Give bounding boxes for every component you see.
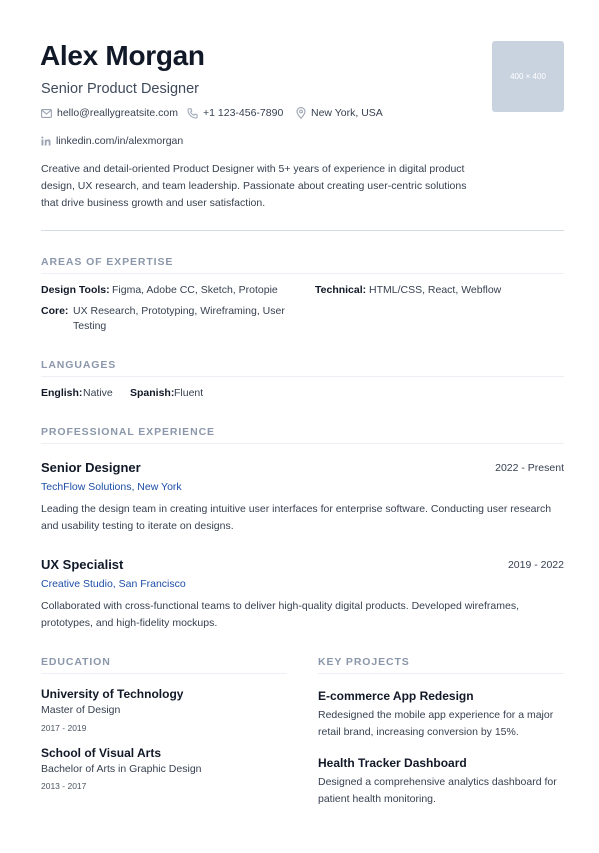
expertise-value-design-tools: Figma, Adobe CC, Sketch, Protopie: [112, 284, 278, 296]
project-description-health-tracker: Designed a comprehensive analytics dashboard for patient health monitoring.: [318, 776, 557, 805]
languages-divider: [41, 376, 564, 377]
contact-phone[interactable]: [187, 107, 283, 119]
education-heading: EDUCATION: [41, 656, 111, 668]
photo-placeholder-label: 400 × 400: [510, 72, 546, 81]
language-value-spanish: Fluent: [174, 387, 204, 399]
photo-placeholder: [492, 41, 564, 112]
phone-text: +1 123-456-7890: [203, 107, 284, 119]
job-title-senior-designer: Senior Designer: [41, 460, 141, 475]
profile-summary: Creative and detail-oriented Product Designer with 5+ years of experience in digital product design, UX research, and team leadership. Passionate about creating user-centric solutions that drive business growth and user satisfaction.: [41, 163, 467, 209]
expertise-label-technical: Technical:: [315, 284, 367, 296]
job-company-techflow: TechFlow Solutions, New York: [41, 481, 182, 493]
project-description-ecommerce: Redesigned the mobile app experience for a major retail brand, increasing conversion by 15%.: [318, 709, 554, 738]
job-dates-ux-specialist: 2019 - 2022: [507, 559, 564, 571]
experience-divider: [41, 443, 564, 444]
edu-degree-master: Master of Design: [41, 704, 121, 716]
expertise-divider: [41, 273, 564, 274]
candidate-name: Alex Morgan: [40, 40, 205, 71]
expertise-value-core-line1: UX Research, Prototyping, Wireframing, User: [73, 305, 285, 317]
location-pin-icon: [296, 107, 306, 119]
job-dates-senior-designer: 2022 - Present: [495, 462, 564, 474]
project-title-health-tracker: Health Tracker Dashboard: [318, 756, 467, 770]
location-text: New York, USA: [311, 107, 383, 119]
job-title-ux-specialist: UX Specialist: [41, 557, 124, 572]
edu-school-visual-arts: School of Visual Arts: [41, 746, 162, 760]
education-divider: [41, 673, 287, 674]
email-text: hello@reallygreatsite.com: [57, 107, 178, 119]
expertise-heading: AREAS OF EXPERTISE: [41, 256, 174, 268]
job-company-creative-studio: Creative Studio, San Francisco: [41, 578, 186, 590]
linkedin-text: linkedin.com/in/alexmorgan: [56, 135, 184, 147]
language-value-english: Native: [83, 387, 113, 399]
contact-linkedin[interactable]: [41, 135, 183, 147]
header-divider: [41, 230, 564, 231]
expertise-value-technical: HTML/CSS, React, Webflow: [369, 284, 502, 296]
languages-heading: LANGUAGES: [41, 359, 117, 371]
linkedin-icon: [41, 136, 51, 146]
expertise-value-core-line2: Testing: [73, 320, 107, 332]
candidate-title: Senior Product Designer: [41, 81, 199, 97]
phone-icon: [187, 108, 198, 119]
edu-years-master: 2017 - 2019: [41, 723, 87, 733]
language-label-english: English:: [41, 387, 83, 399]
language-label-spanish: Spanish:: [130, 387, 175, 399]
edu-degree-bachelor: Bachelor of Arts in Graphic Design: [41, 763, 202, 775]
job-description-ux-specialist: Collaborated with cross-functional teams to deliver high-quality digital products. Developed wireframes, prototypes, and high-fidelity mockups.: [41, 600, 519, 629]
projects-divider: [318, 673, 564, 674]
expertise-label-design-tools: Design Tools:: [41, 284, 110, 296]
project-title-ecommerce: E-commerce App Redesign: [318, 689, 474, 703]
edu-school-university-of-technology: University of Technology: [41, 687, 184, 701]
job-description-senior-designer: Leading the design team in creating intuitive user interfaces for enterprise software. Conducting user research and usability testing to iterate on designs.: [41, 503, 552, 532]
mail-icon: [41, 109, 52, 118]
experience-heading: PROFESSIONAL EXPERIENCE: [41, 426, 215, 438]
expertise-label-core: Core:: [41, 305, 69, 317]
projects-heading: KEY PROJECTS: [318, 656, 410, 668]
contact-email[interactable]: [41, 107, 178, 119]
edu-years-bachelor: 2013 - 2017: [41, 781, 87, 791]
contact-location: [296, 107, 383, 119]
